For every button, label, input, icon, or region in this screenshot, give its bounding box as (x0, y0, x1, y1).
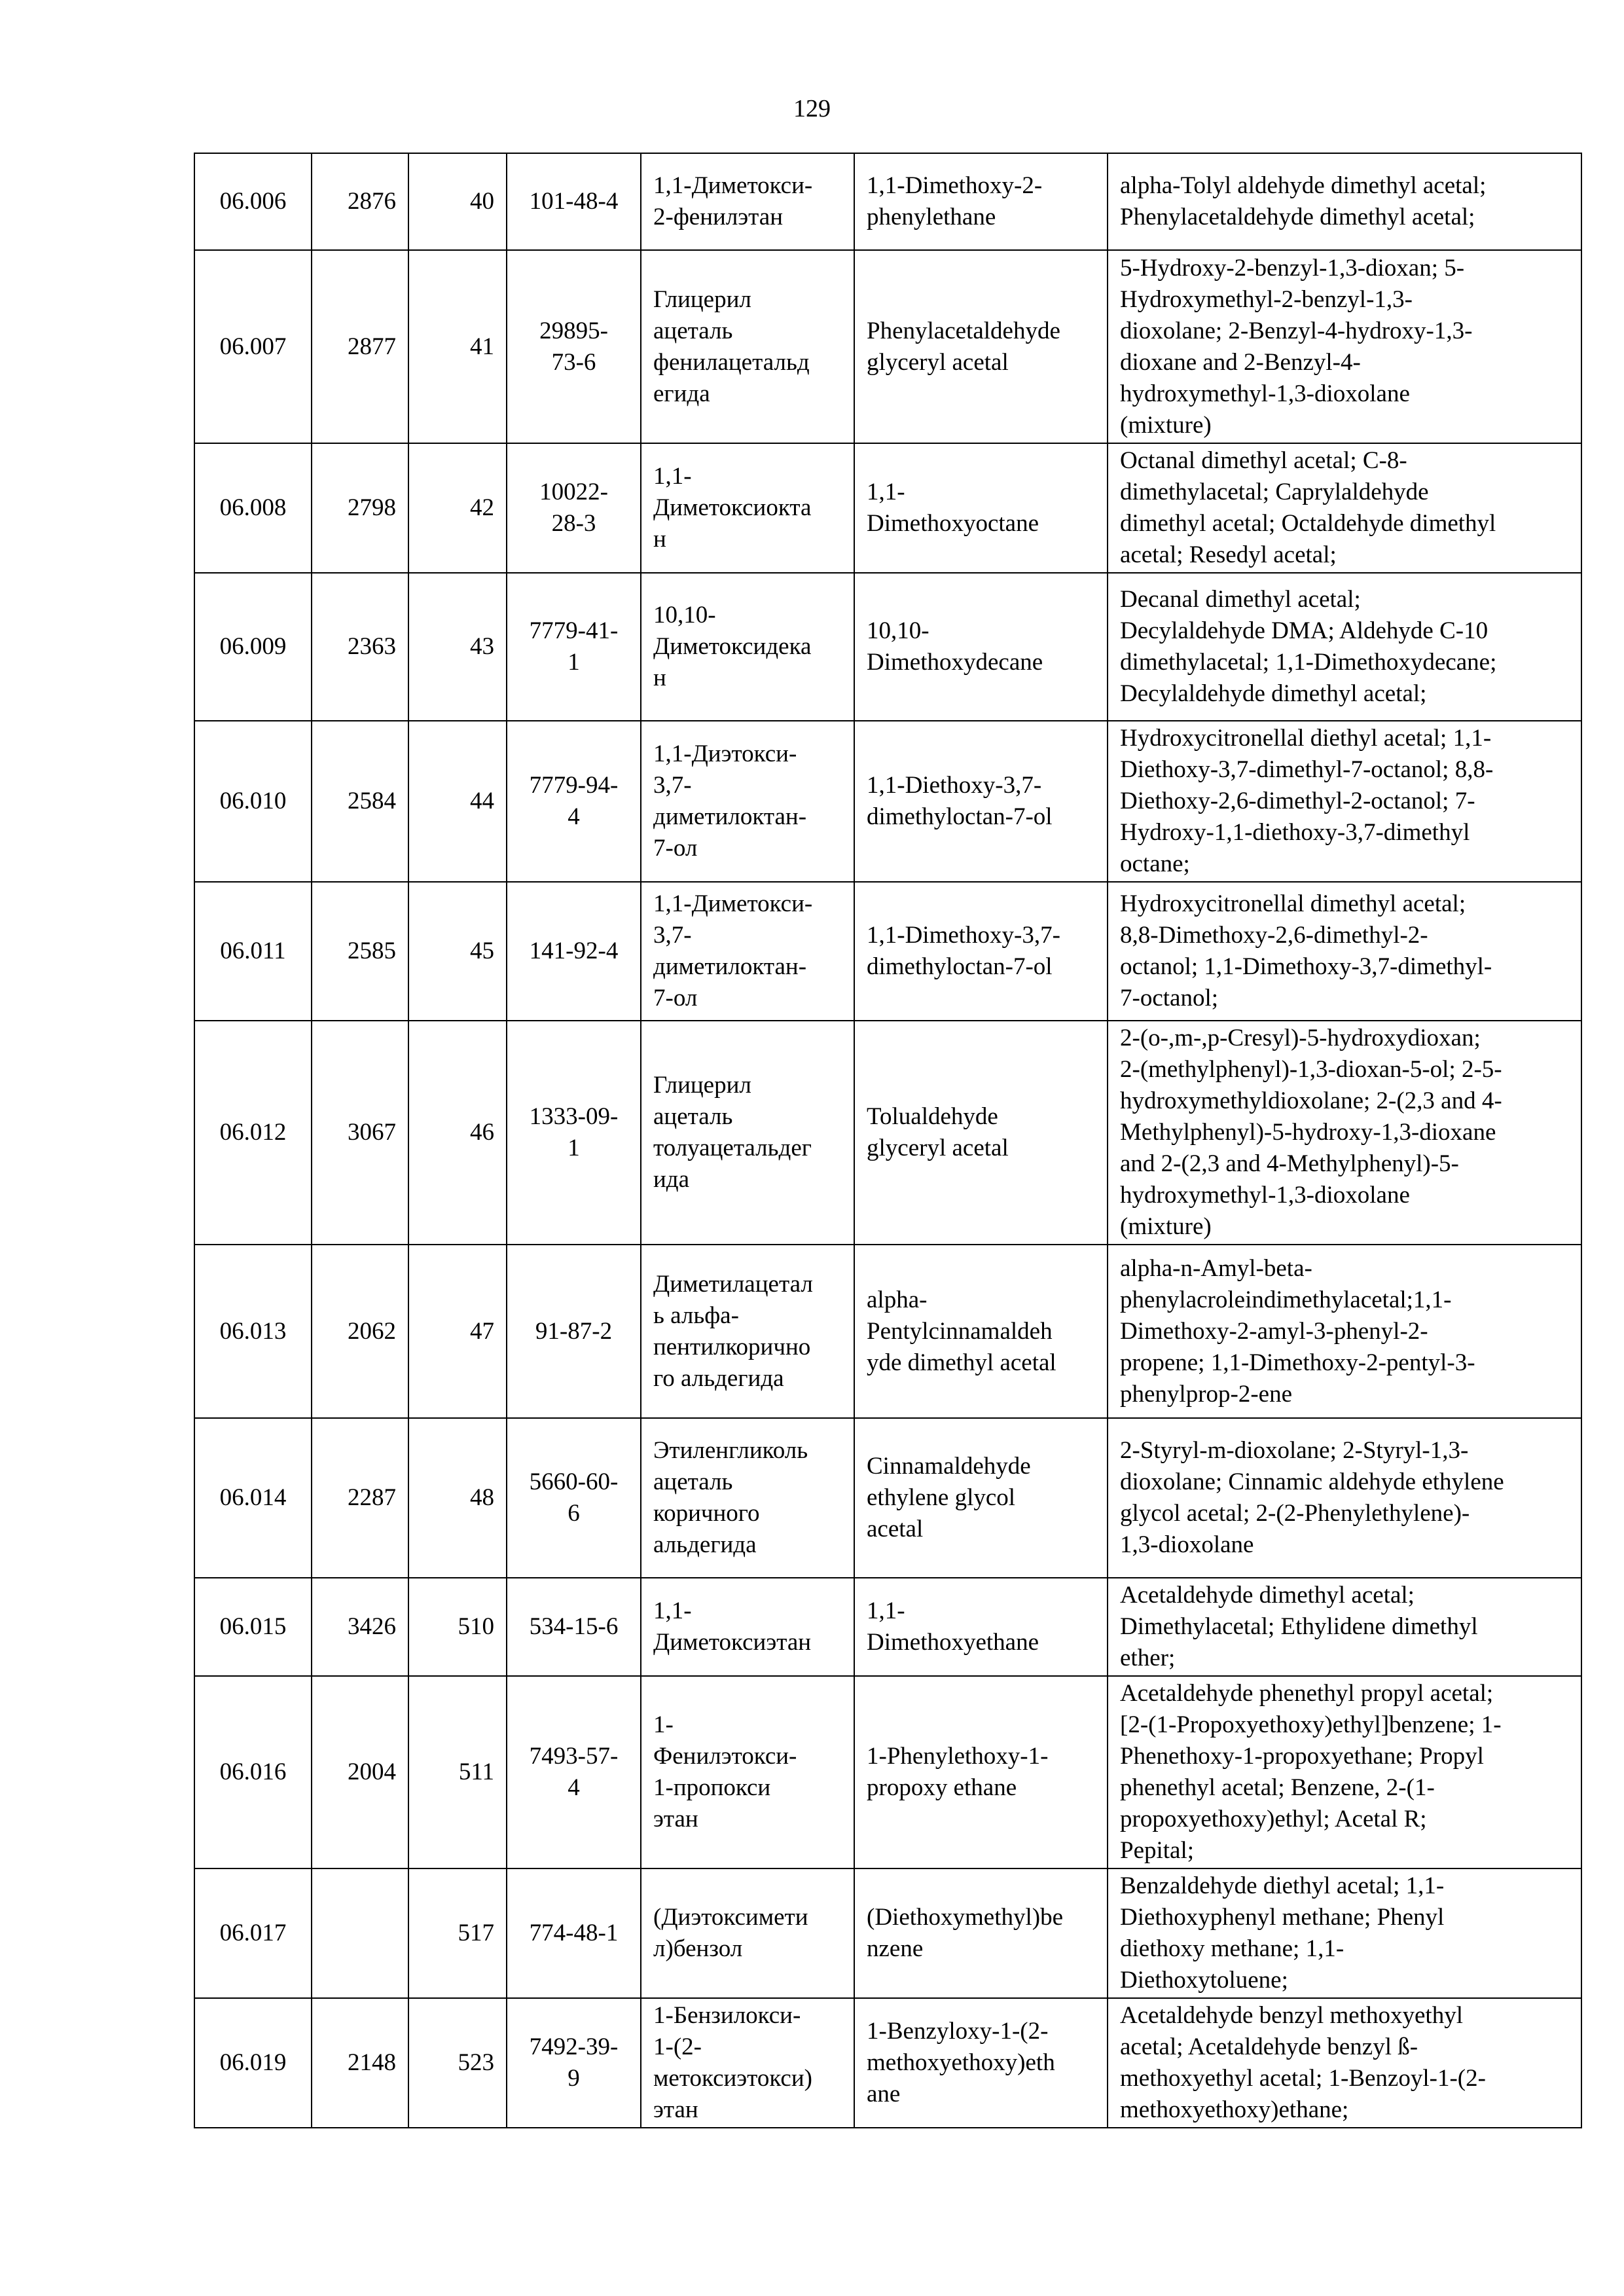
cell-cas-number: 7779-94- 4 (507, 721, 641, 882)
cell-synonyms: Acetaldehyde phenethyl propyl acetal; [2-(1-Propoxyethoxy)ethyl]benzene; 1- Phenethoxy-1-propoxyethane; Propyl phenethyl acetal; Benzene, 2-(1- propoxyethoxy)ethyl; Acetal R; Pepital; (1108, 1676, 1581, 1868)
table-row (194, 443, 1581, 573)
cell-fl-number: 06.009 (194, 573, 312, 721)
table-row (194, 1676, 1581, 1868)
cell-synonyms: Hydroxycitronellal diethyl acetal; 1,1- Diethoxy-3,7-dimethyl-7-octanol; 8,8- Diethoxy-2,6-dimethyl-2-octanol; 7- Hydroxy-1,1-diethoxy-3,7-dimethyl octane; (1108, 721, 1581, 882)
cell-fl-number: 06.010 (194, 721, 312, 882)
cell-jecfa-number: 2287 (312, 1418, 408, 1578)
cell-coe-number: 46 (408, 1021, 507, 1245)
cell-jecfa-number: 2148 (312, 1998, 408, 2128)
table-row (194, 882, 1581, 1021)
cell-name-en: Phenylacetaldehyde glyceryl acetal (854, 250, 1108, 443)
cell-coe-number: 517 (408, 1868, 507, 1998)
cell-name-ru: Диметилацетал ь альфа- пентилкорично го альдегида (641, 1245, 854, 1418)
cell-cas-number: 91-87-2 (507, 1245, 641, 1418)
table-row (194, 1998, 1581, 2128)
table-row (194, 1578, 1581, 1676)
cell-synonyms: Hydroxycitronellal dimethyl acetal; 8,8-Dimethoxy-2,6-dimethyl-2- octanol; 1,1-Dimethoxy-3,7-dimethyl- 7-octanol; (1108, 882, 1581, 1021)
table-row (194, 1245, 1581, 1418)
cell-name-ru: 1-Бензилокси- 1-(2- метоксиэтокси) этан (641, 1998, 854, 2128)
cell-name-ru: 1,1- Диметоксиэтан (641, 1578, 854, 1676)
cell-fl-number: 06.006 (194, 153, 312, 250)
cell-coe-number: 44 (408, 721, 507, 882)
cell-synonyms: 5-Hydroxy-2-benzyl-1,3-dioxan; 5- Hydroxymethyl-2-benzyl-1,3- dioxolane; 2-Benzyl-4-hydroxy-1,3- dioxane and 2-Benzyl-4- hydroxymethyl-1,3-dioxolane (mixture) (1108, 250, 1581, 443)
cell-fl-number: 06.015 (194, 1578, 312, 1676)
cell-name-en: 1-Benzyloxy-1-(2- methoxyethoxy)eth ane (854, 1998, 1108, 2128)
cell-fl-number: 06.014 (194, 1418, 312, 1578)
cell-synonyms: Decanal dimethyl acetal; Decylaldehyde DMA; Aldehyde C-10 dimethylacetal; 1,1-Dimethoxydecane; Decylaldehyde dimethyl acetal; (1108, 573, 1581, 721)
cell-cas-number: 1333-09- 1 (507, 1021, 641, 1245)
cell-cas-number: 7779-41- 1 (507, 573, 641, 721)
cell-cas-number: 29895- 73-6 (507, 250, 641, 443)
cell-cas-number: 534-15-6 (507, 1578, 641, 1676)
cell-fl-number: 06.019 (194, 1998, 312, 2128)
cell-name-ru: 1,1-Диэтокси- 3,7- диметилоктан- 7-ол (641, 721, 854, 882)
cell-jecfa-number: 2062 (312, 1245, 408, 1418)
cell-coe-number: 510 (408, 1578, 507, 1676)
cell-cas-number: 5660-60- 6 (507, 1418, 641, 1578)
cell-fl-number: 06.013 (194, 1245, 312, 1418)
cell-coe-number: 511 (408, 1676, 507, 1868)
cell-coe-number: 48 (408, 1418, 507, 1578)
cell-name-ru: 1,1-Диметокси- 3,7- диметилоктан- 7-ол (641, 882, 854, 1021)
cell-name-en: Tolualdehyde glyceryl acetal (854, 1021, 1108, 1245)
cell-fl-number: 06.017 (194, 1868, 312, 1998)
cell-synonyms: Acetaldehyde benzyl methoxyethyl acetal; Acetaldehyde benzyl ß- methoxyethyl acetal; 1-Benzoyl-1-(2- methoxyethoxy)ethane; (1108, 1998, 1581, 2128)
cell-name-ru: Этиленгликоль ацеталь коричного альдегида (641, 1418, 854, 1578)
cell-coe-number: 45 (408, 882, 507, 1021)
cell-jecfa-number: 2363 (312, 573, 408, 721)
cell-jecfa-number: 3067 (312, 1021, 408, 1245)
cell-cas-number: 774-48-1 (507, 1868, 641, 1998)
cell-name-en: 1,1- Dimethoxyoctane (854, 443, 1108, 573)
cell-fl-number: 06.016 (194, 1676, 312, 1868)
cell-name-en: 1-Phenylethoxy-1- propoxy ethane (854, 1676, 1108, 1868)
cell-synonyms: Benzaldehyde diethyl acetal; 1,1- Diethoxyphenyl methane; Phenyl diethoxy methane; 1,1- Diethoxytoluene; (1108, 1868, 1581, 1998)
cell-fl-number: 06.012 (194, 1021, 312, 1245)
cell-jecfa-number: 2004 (312, 1676, 408, 1868)
table-row (194, 153, 1581, 250)
cell-jecfa-number: 2877 (312, 250, 408, 443)
cell-coe-number: 41 (408, 250, 507, 443)
cell-coe-number: 47 (408, 1245, 507, 1418)
table-row (194, 573, 1581, 721)
cell-synonyms: 2-(o-,m-,p-Cresyl)-5-hydroxydioxan; 2-(methylphenyl)-1,3-dioxan-5-ol; 2-5- hydroxymethyldioxolane; 2-(2,3 and 4- Methylphenyl)-5-hydroxy-1,3-dioxane and 2-(2,3 and 4-Methylphenyl)-5- hydroxymethyl-1,3-dioxolane (mixture) (1108, 1021, 1581, 1245)
cell-coe-number: 40 (408, 153, 507, 250)
cell-cas-number: 7492-39- 9 (507, 1998, 641, 2128)
cell-coe-number: 42 (408, 443, 507, 573)
cell-synonyms: Octanal dimethyl acetal; C-8- dimethylacetal; Caprylaldehyde dimethyl acetal; Octaldehyde dimethyl acetal; Resedyl acetal; (1108, 443, 1581, 573)
cell-name-ru: 1- Фенилэтокси- 1-пропокси этан (641, 1676, 854, 1868)
cell-synonyms: alpha-n-Amyl-beta- phenylacroleindimethylacetal;1,1- Dimethoxy-2-amyl-3-phenyl-2- propene; 1,1-Dimethoxy-2-pentyl-3- phenylprop-2-ene (1108, 1245, 1581, 1418)
cell-name-ru: 1,1- Диметоксиокта н (641, 443, 854, 573)
cell-fl-number: 06.008 (194, 443, 312, 573)
page-number: 129 (793, 95, 831, 122)
table-row (194, 1418, 1581, 1578)
cell-synonyms: Acetaldehyde dimethyl acetal; Dimethylacetal; Ethylidene dimethyl ether; (1108, 1578, 1581, 1676)
cell-synonyms: 2-Styryl-m-dioxolane; 2-Styryl-1,3- dioxolane; Cinnamic aldehyde ethylene glycol acetal; 2-(2-Phenylethylene)- 1,3-dioxolane (1108, 1418, 1581, 1578)
cell-fl-number: 06.007 (194, 250, 312, 443)
cell-cas-number: 7493-57- 4 (507, 1676, 641, 1868)
cell-jecfa-number: 2584 (312, 721, 408, 882)
cell-jecfa-number: 2585 (312, 882, 408, 1021)
cell-cas-number: 101-48-4 (507, 153, 641, 250)
table-row (194, 250, 1581, 443)
cell-name-en: (Diethoxymethyl)be nzene (854, 1868, 1108, 1998)
cell-name-en: 1,1-Dimethoxy-3,7- dimethyloctan-7-ol (854, 882, 1108, 1021)
cell-cas-number: 10022- 28-3 (507, 443, 641, 573)
cell-name-en: alpha- Pentylcinnamaldeh yde dimethyl acetal (854, 1245, 1108, 1418)
cell-name-en: 1,1-Diethoxy-3,7- dimethyloctan-7-ol (854, 721, 1108, 882)
cell-jecfa-number: 2876 (312, 153, 408, 250)
cell-jecfa-number (312, 1868, 408, 1998)
cell-name-ru: 10,10- Диметоксидека н (641, 573, 854, 721)
cell-cas-number: 141-92-4 (507, 882, 641, 1021)
cell-name-en: 10,10- Dimethoxydecane (854, 573, 1108, 721)
cell-name-ru: Глицерил ацеталь фенилацетальд егида (641, 250, 854, 443)
cell-name-ru: (Диэтоксимети л)бензол (641, 1868, 854, 1998)
cell-coe-number: 43 (408, 573, 507, 721)
cell-synonyms: alpha-Tolyl aldehyde dimethyl acetal; Phenylacetaldehyde dimethyl acetal; (1108, 153, 1581, 250)
cell-name-en: Cinnamaldehyde ethylene glycol acetal (854, 1418, 1108, 1578)
table-row (194, 721, 1581, 882)
table-row (194, 1021, 1581, 1245)
cell-name-en: 1,1- Dimethoxyethane (854, 1578, 1108, 1676)
cell-name-en: 1,1-Dimethoxy-2- phenylethane (854, 153, 1108, 250)
flavouring-substances-table (194, 153, 1582, 2128)
cell-coe-number: 523 (408, 1998, 507, 2128)
table-row (194, 1868, 1581, 1998)
cell-name-ru: 1,1-Диметокси- 2-фенилэтан (641, 153, 854, 250)
cell-jecfa-number: 2798 (312, 443, 408, 573)
cell-jecfa-number: 3426 (312, 1578, 408, 1676)
cell-name-ru: Глицерил ацеталь толуацетальдег ида (641, 1021, 854, 1245)
cell-fl-number: 06.011 (194, 882, 312, 1021)
